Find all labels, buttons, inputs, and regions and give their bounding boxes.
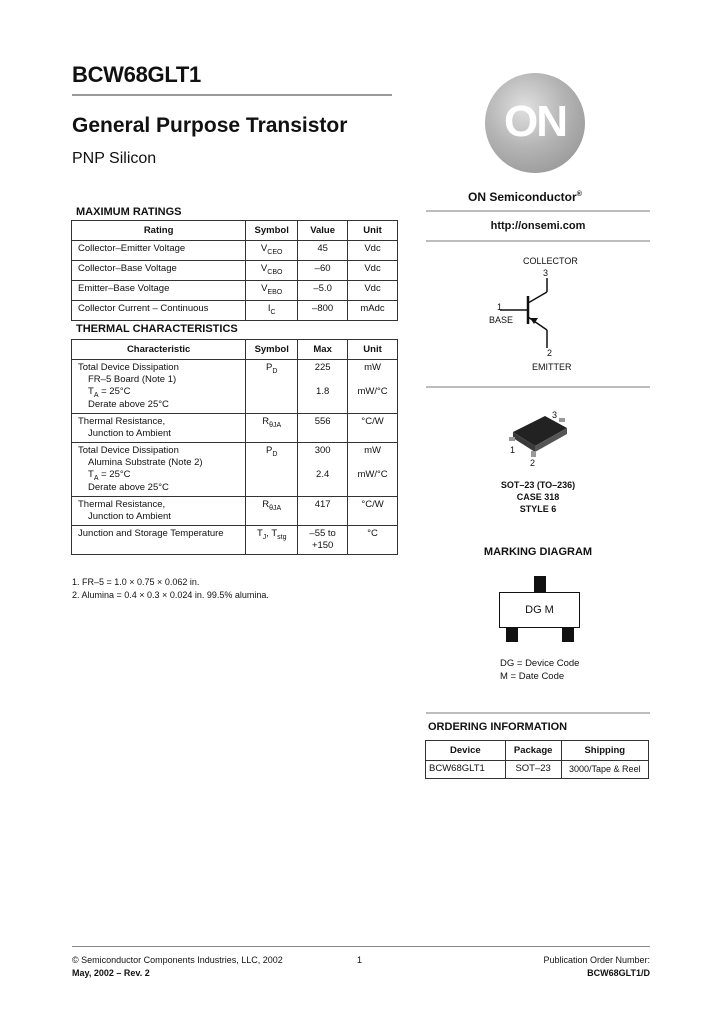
symbol-cell: $V_{EBO}$ bbox=[246, 281, 298, 301]
col-rating: Rating bbox=[72, 221, 246, 241]
pin2-label: 2 bbox=[547, 348, 553, 358]
rating-cell: Collector Current – Continuous bbox=[72, 301, 246, 321]
symbol-cell: $P_D$ bbox=[246, 443, 298, 497]
characteristic-cell: Thermal Resistance, Junction to Ambient bbox=[72, 497, 246, 526]
pin3-label: 3 bbox=[543, 268, 549, 278]
base-label: BASE bbox=[489, 315, 514, 325]
page-subtitle: PNP Silicon bbox=[72, 150, 157, 167]
marking-code: DG M bbox=[525, 604, 554, 616]
table-row bbox=[426, 761, 649, 779]
marking-legend-m: M = Date Code bbox=[500, 671, 565, 682]
max-cell: –55 to +150 bbox=[298, 526, 348, 555]
symbol-cell: $T_J$, $T_{stg}$ bbox=[246, 526, 298, 555]
col-device: Device bbox=[426, 741, 506, 761]
table-row bbox=[72, 241, 398, 261]
marking-lead-top bbox=[534, 576, 546, 592]
max-cell: 417 bbox=[298, 497, 348, 526]
max-ratings-table bbox=[71, 220, 398, 321]
col-package: Package bbox=[505, 741, 561, 761]
package-style: STYLE 6 bbox=[519, 504, 557, 514]
company-name: ON Semiconductor® bbox=[468, 190, 582, 204]
schematic-divider bbox=[426, 386, 650, 388]
col-max: Max bbox=[298, 340, 348, 360]
table-row bbox=[72, 526, 398, 555]
unit-cell: mAdc bbox=[348, 301, 398, 321]
marking-heading: MARKING DIAGRAM bbox=[483, 546, 593, 558]
max-ratings-heading: MAXIMUM RATINGS bbox=[76, 206, 182, 218]
symbol-cell: $I_C$ bbox=[246, 301, 298, 321]
footer-divider bbox=[72, 946, 650, 947]
package-pin1: 1 bbox=[510, 445, 516, 455]
page-title: General Purpose Transistor bbox=[72, 114, 348, 137]
rating-cell: Collector–Emitter Voltage bbox=[72, 241, 246, 261]
symbol-cell: $V_{CEO}$ bbox=[246, 241, 298, 261]
col-symbol: Symbol bbox=[246, 340, 298, 360]
page-number: 1 bbox=[357, 955, 363, 965]
value-cell: 45 bbox=[298, 241, 348, 261]
ordering-heading: ORDERING INFORMATION bbox=[428, 721, 568, 733]
ordering-table bbox=[425, 740, 649, 779]
table-row bbox=[72, 261, 398, 281]
title-divider bbox=[72, 94, 392, 96]
value-cell: –60 bbox=[298, 261, 348, 281]
unit-cell: Vdc bbox=[348, 261, 398, 281]
note-1: 1. FR–5 = 1.0 × 0.75 × 0.062 in. bbox=[72, 577, 200, 587]
symbol-cell: $V_{CBO}$ bbox=[246, 261, 298, 281]
pub-order-number: BCW68GLT1/D bbox=[587, 968, 650, 978]
symbol-cell: $R_{\theta JA}$ bbox=[246, 414, 298, 443]
device-cell: BCW68GLT1 bbox=[426, 761, 506, 779]
collector-label: COLLECTOR bbox=[523, 256, 578, 266]
table-row bbox=[72, 301, 398, 321]
ordering-divider bbox=[426, 712, 650, 714]
col-unit: Unit bbox=[348, 340, 398, 360]
url-divider bbox=[426, 240, 650, 242]
characteristic-cell: Total Device Dissipation FR–5 Board (Note 1) $T_A = 25^\circ C$ Derate above 25°C bbox=[72, 360, 246, 414]
marking-lead-left bbox=[506, 628, 518, 642]
value-cell: –5.0 bbox=[298, 281, 348, 301]
brand-divider bbox=[426, 210, 650, 212]
value-cell: –800 bbox=[298, 301, 348, 321]
package-name: SOT–23 (TO–236) bbox=[500, 480, 576, 490]
sot23-package-icon bbox=[505, 410, 575, 460]
package-pin2: 2 bbox=[530, 458, 536, 468]
unit-cell: mW mW/°C bbox=[348, 443, 398, 497]
thermal-table bbox=[71, 339, 398, 555]
unit-cell: Vdc bbox=[348, 281, 398, 301]
package-case: CASE 318 bbox=[516, 492, 560, 502]
table-row bbox=[72, 281, 398, 301]
package-cell: SOT–23 bbox=[505, 761, 561, 779]
unit-cell: °C/W bbox=[348, 497, 398, 526]
rating-cell: Collector–Base Voltage bbox=[72, 261, 246, 281]
unit-cell: °C bbox=[348, 526, 398, 555]
col-characteristic: Characteristic bbox=[72, 340, 246, 360]
symbol-cell: $P_D$ bbox=[246, 360, 298, 414]
max-cell: 300 2.4 bbox=[298, 443, 348, 497]
col-shipping: Shipping bbox=[561, 741, 648, 761]
pin1-label: 1 bbox=[497, 302, 503, 312]
max-cell: 556 bbox=[298, 414, 348, 443]
max-cell: 225 1.8 bbox=[298, 360, 348, 414]
package-pin3: 3 bbox=[552, 410, 558, 420]
table-row bbox=[72, 360, 398, 414]
symbol-cell: $R_{\theta JA}$ bbox=[246, 497, 298, 526]
thermal-heading: THERMAL CHARACTERISTICS bbox=[76, 323, 238, 335]
emitter-label: EMITTER bbox=[532, 362, 572, 372]
marking-lead-right bbox=[562, 628, 574, 642]
shipping-cell: 3000/Tape & Reel bbox=[561, 761, 648, 779]
unit-cell: mW mW/°C bbox=[348, 360, 398, 414]
characteristic-cell: Thermal Resistance, Junction to Ambient bbox=[72, 414, 246, 443]
unit-cell: Vdc bbox=[348, 241, 398, 261]
characteristic-cell: Total Device Dissipation Alumina Substrate (Note 2) $T_A = 25^\circ C$ Derate above 25°C bbox=[72, 443, 246, 497]
col-unit: Unit bbox=[348, 221, 398, 241]
table-row bbox=[72, 443, 398, 497]
table-row bbox=[72, 497, 398, 526]
part-number: BCW68GLT1 bbox=[72, 62, 201, 87]
marking-legend-dg: DG = Device Code bbox=[500, 658, 580, 669]
website-link[interactable]: http://onsemi.com bbox=[490, 220, 586, 232]
marking-chip bbox=[499, 592, 580, 628]
table-row bbox=[72, 414, 398, 443]
pnp-transistor-symbol bbox=[500, 278, 580, 350]
col-value: Value bbox=[298, 221, 348, 241]
copyright: © Semiconductor Components Industries, LLC, 2002 bbox=[72, 955, 283, 965]
characteristic-cell: Junction and Storage Temperature bbox=[72, 526, 246, 555]
note-2: 2. Alumina = 0.4 × 0.3 × 0.024 in. 99.5% alumina. bbox=[72, 590, 269, 600]
unit-cell: °C/W bbox=[348, 414, 398, 443]
rating-cell: Emitter–Base Voltage bbox=[72, 281, 246, 301]
pub-order-label: Publication Order Number: bbox=[543, 955, 650, 965]
logo-text: ON bbox=[504, 97, 566, 146]
col-symbol: Symbol bbox=[246, 221, 298, 241]
on-logo bbox=[485, 73, 585, 173]
revision-date: May, 2002 – Rev. 2 bbox=[72, 968, 150, 978]
